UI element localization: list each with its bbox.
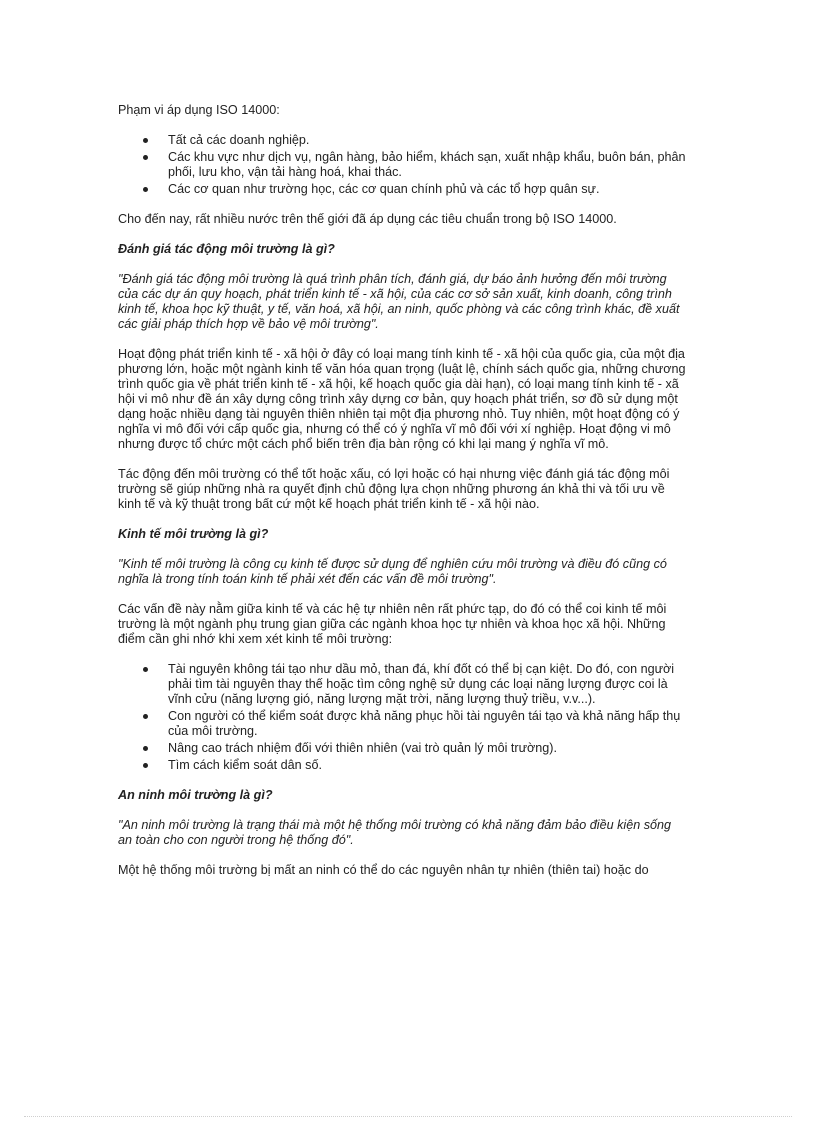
eia-paragraph-1: Hoạt động phát triển kinh tế - xã hội ở đây có loại mang tính kinh tế - xã hội của quốc gia, của một địa phương lớn, hoặc một ngành kinh tế văn hóa quan trọng (luật lệ, chính sách quốc gia, những chương trình quốc gia về phát triển kinh tế - xã hội, kế hoạch quốc gia dài hạn), có loại mang tính kinh tế - xã hội vi mô như đề án xây dựng công trình xây dựng cơ bản, quy hoạch phát triển, sơ đồ sử dụng một dạng hoặc nhiều dạng tài nguyên thiên nhiên tại một địa phương nhỏ. Tuy nhiên, một hoạt động có ý nghĩa vi mô đối với cấp quốc gia, nhưng có thể có ý nghĩa vĩ mô đối với xí nghiệp. Hoạt động vi mô nhưng được tổ chức một cách phổ biến trên địa bàn rộng có khi lại mang ý nghĩa vĩ mô. xyxy=(118,347,686,451)
env-security-paragraph-1: Một hệ thống môi trường bị mất an ninh có thể do các nguyên nhân tự nhiên (thiên tai) hoặc do xyxy=(118,863,649,877)
scope-intro: Phạm vi áp dụng ISO 14000: xyxy=(118,103,280,117)
list-item: Các khu vực như dịch vụ, ngân hàng, bảo hiểm, khách sạn, xuất nhập khẩu, buôn bán, phân phối, lưu kho, vận tải hàng hoá, khai thác. xyxy=(168,150,688,180)
list-item: Con người có thể kiểm soát được khả năng phục hồi tài nguyên tái tạo và khả năng hấp thụ của môi trường. xyxy=(168,709,688,739)
env-econ-definition: "Kinh tế môi trường là công cụ kinh tế được sử dụng để nghiên cứu môi trường và điều đó cũng có nghĩa là trong tính toán kinh tế phải xét đến các vấn đề môi trường". xyxy=(118,557,667,586)
section-heading-eia: Đánh giá tác động môi trường là gì? xyxy=(118,242,335,256)
list-item: Tìm cách kiểm soát dân số. xyxy=(168,758,688,773)
list-item: Tài nguyên không tái tạo như dầu mỏ, than đá, khí đốt có thể bị cạn kiệt. Do đó, con người phải tìm tài nguyên thay thế hoặc tìm công nghệ sử dụng các loại năng lượng được coi là vĩnh cửu (năng lượng gió, năng lượng mặt trời, năng lượng thuỷ triều, v.v...). xyxy=(168,662,688,707)
scope-list xyxy=(118,133,688,197)
list-item: Nâng cao trách nhiệm đối với thiên nhiên (vai trò quản lý môi trường). xyxy=(168,741,688,756)
env-econ-list xyxy=(118,662,688,773)
list-item: Các cơ quan như trường học, các cơ quan chính phủ và các tổ hợp quân sự. xyxy=(168,182,688,197)
adoption-paragraph: Cho đến nay, rất nhiều nước trên thế giới đã áp dụng các tiêu chuẩn trong bộ ISO 14000. xyxy=(118,212,617,226)
list-item: Tất cả các doanh nghiệp. xyxy=(168,133,688,148)
document-body xyxy=(118,103,688,893)
env-econ-paragraph-1: Các vấn đề này nằm giữa kinh tế và các hệ tự nhiên nên rất phức tạp, do đó có thể coi kinh tế môi trường là một ngành phụ trung gian giữa các ngành khoa học tự nhiên và khoa học xã hội. Những điểm cần ghi nhớ khi xem xét kinh tế môi trường: xyxy=(118,602,667,646)
eia-definition: "Đánh giá tác động môi trường là quá trình phân tích, đánh giá, dự báo ảnh hưởng đến môi trường của các dự án quy hoạch, phát triển kinh tế - xã hội, của các cơ sở sản xuất, kinh doanh, công trình kinh tế, khoa học kỹ thuật, y tế, văn hoá, xã hội, an ninh, quốc phòng và các công trình khác, đề xuất các giải pháp thích hợp về bảo vệ môi trường". xyxy=(118,272,680,331)
env-security-definition: "An ninh môi trường là trạng thái mà một hệ thống môi trường có khả năng đảm bảo điều kiện sống an toàn cho con người trong hệ thống đó". xyxy=(118,818,672,847)
section-heading-env-econ: Kinh tế môi trường là gì? xyxy=(118,527,269,541)
eia-paragraph-2: Tác động đến môi trường có thể tốt hoặc xấu, có lợi hoặc có hại nhưng việc đánh giá tác động môi trường sẽ giúp những nhà ra quyết định chủ động lựa chọn những phương án khả thi và tối ưu về kinh tế và kỹ thuật trong bất cứ một kế hoạch phát triển kinh tế - xã hội nào. xyxy=(118,467,670,511)
page-bottom-rule xyxy=(24,1116,792,1117)
section-heading-env-security: An ninh môi trường là gì? xyxy=(118,788,273,802)
